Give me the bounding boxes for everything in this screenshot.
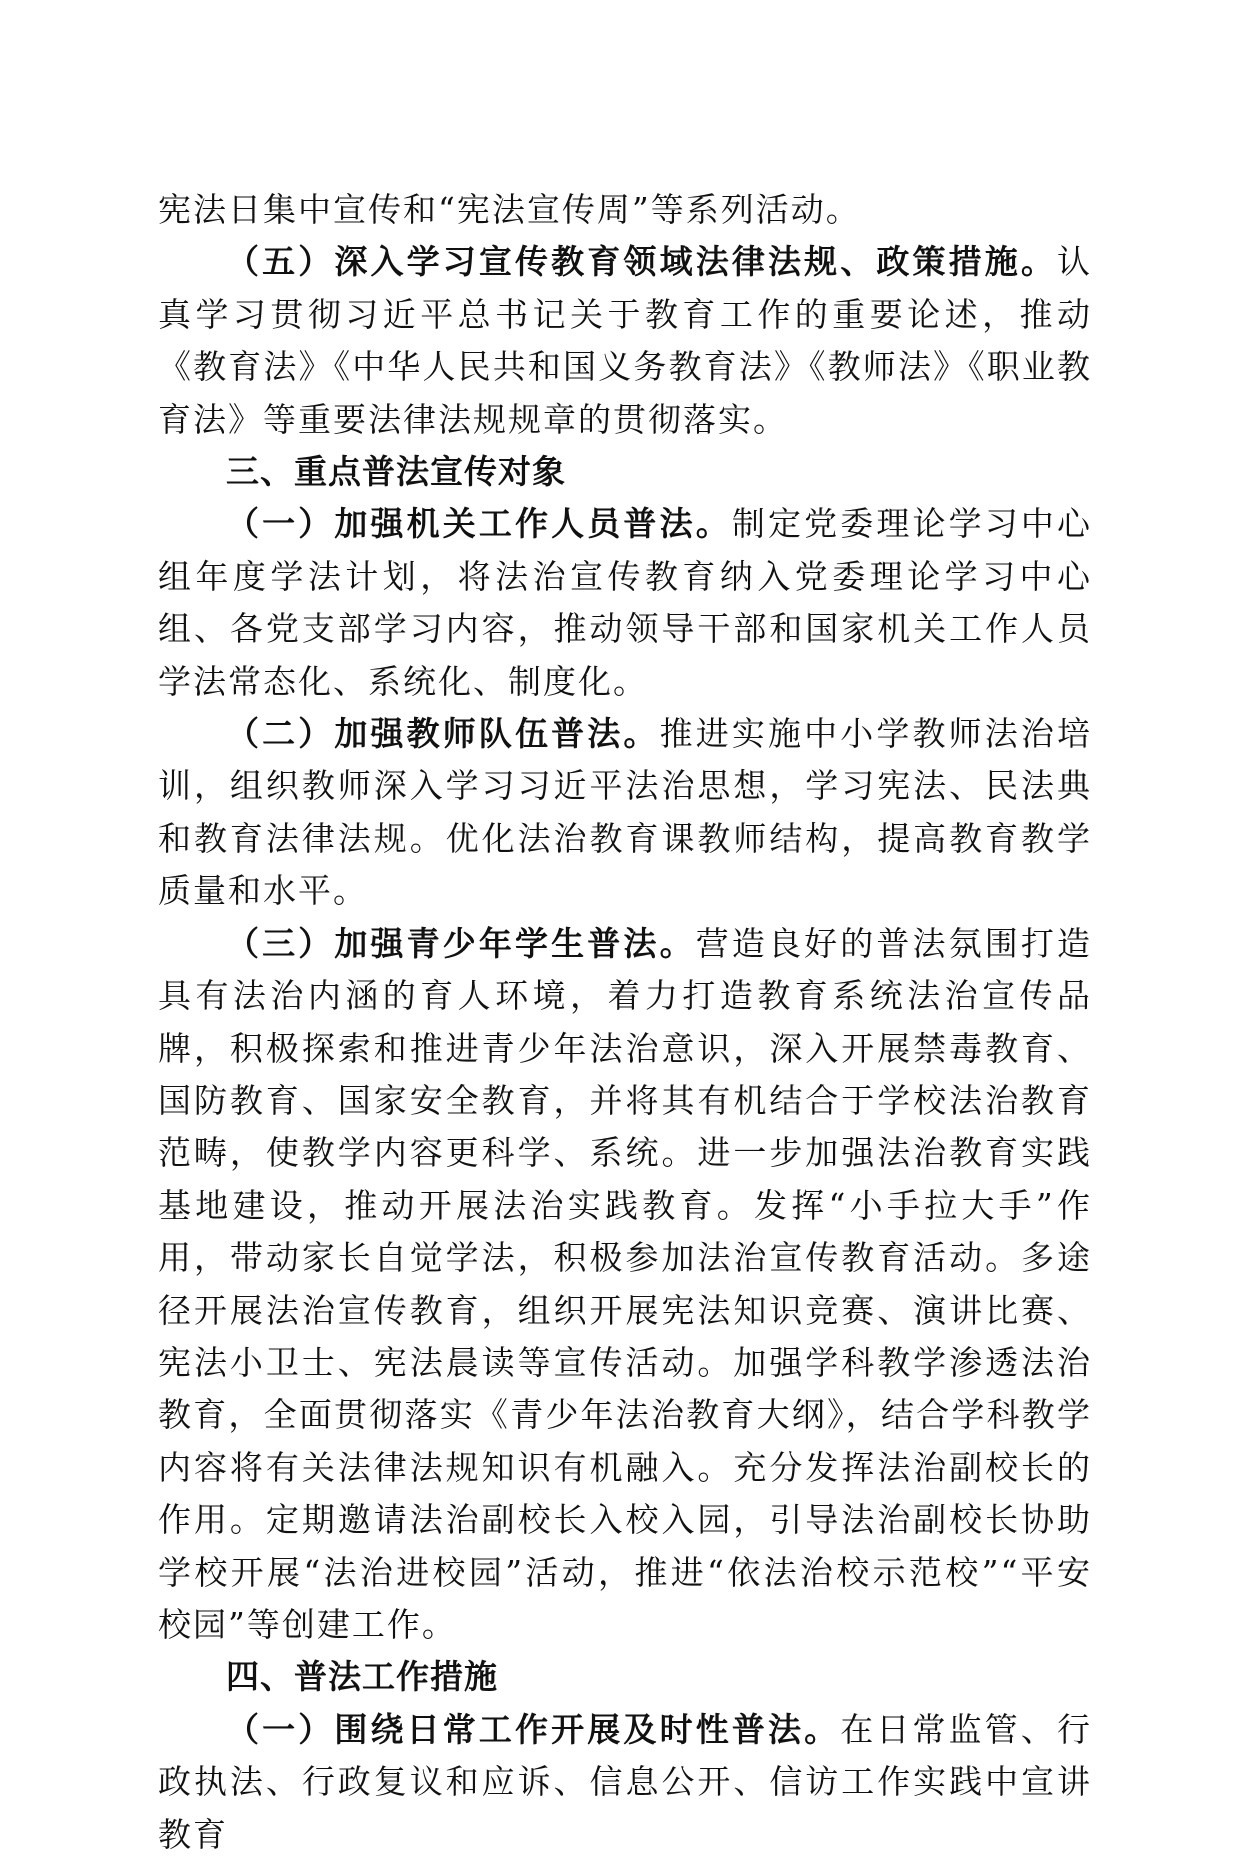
paragraph-text: 营造良好的普法氛围打造具有法治内涵的育人环境，着力打造教育系统法治宣传品牌，积极探索和推进青少年法治意识，深入开展禁毒教育、国防教育、国家安全教育，并将其有机结合于学校法治教育范畴，使教学内容更科学、系统。进一步加强法治教育实践基地建设，推动开展法治实践教育。发挥“小手拉大手”作用，带动家长自觉学法，积极参加法治宣传教育活动。多途径开展法治宣传教育，组织开展宪法知识竞赛、演讲比赛、宪法小卫士、宪法晨读等宣传活动。加强学科教学渗透法治教育，全面贯彻落实《青少年法治教育大纲》，结合学科教学内容将有关法律法规知识有机融入。充分发挥法治副校长的作用。定期邀请法治副校长入校入园，引导法治副校长协助学校开展“法治进校园”活动，推进“依法治校示范校”“平安校园”等创建工作。	[158, 923, 1093, 1644]
paragraph-text: 宪法日集中宣传和“宪法宣传周”等系列活动。	[158, 190, 861, 229]
paragraph-lead: （二）加强教师队伍普法。	[226, 714, 660, 754]
paragraph-lead: （五）深入学习宣传教育领域法律法规、政策措施。	[226, 242, 1057, 282]
paragraph-teacher-law	[158, 708, 1092, 918]
paragraph-text: 制定党委理论学习中心组年度学法计划，将法治宣传教育纳入党委理论学习中心组、各党支部学习内容，推动领导干部和国家机关工作人员学法常态化、系统化、制度化。	[158, 504, 1093, 701]
section-heading-4: 四、普法工作措施	[226, 1657, 498, 1697]
section-heading-3: 三、重点普法宣传对象	[226, 452, 566, 492]
paragraph-daily-work	[158, 1704, 1092, 1861]
paragraph-text: 认真学习贯彻习近平总书记关于教育工作的重要论述，推动《教育法》《中华人民共和国义务教育法》《教师法》《职业教育法》等重要法律法规规章的贯彻落实。	[158, 242, 1092, 439]
paragraph-lead: （一）围绕日常工作开展及时性普法。	[226, 1709, 841, 1749]
paragraph-text: 推进实施中小学教师法治培训，组织教师深入学习习近平法治思想，学习宪法、民法典和教育法律法规。优化法治教育课教师结构，提高教育教学质量和水平。	[158, 714, 1093, 911]
paragraph-lead: （三）加强青少年学生普法。	[226, 923, 696, 963]
paragraph-student-law	[158, 918, 1092, 1652]
paragraph-continuation	[158, 184, 1092, 236]
document-page	[158, 184, 1092, 1861]
paragraph-text: 在日常监管、行政执法、行政复议和应诉、信息公开、信访工作实践中宣讲教育	[158, 1709, 1093, 1854]
paragraph-lead: （一）加强机关工作人员普法。	[226, 504, 732, 544]
paragraph-staff-law	[158, 498, 1092, 708]
paragraph-education-laws	[158, 236, 1092, 446]
